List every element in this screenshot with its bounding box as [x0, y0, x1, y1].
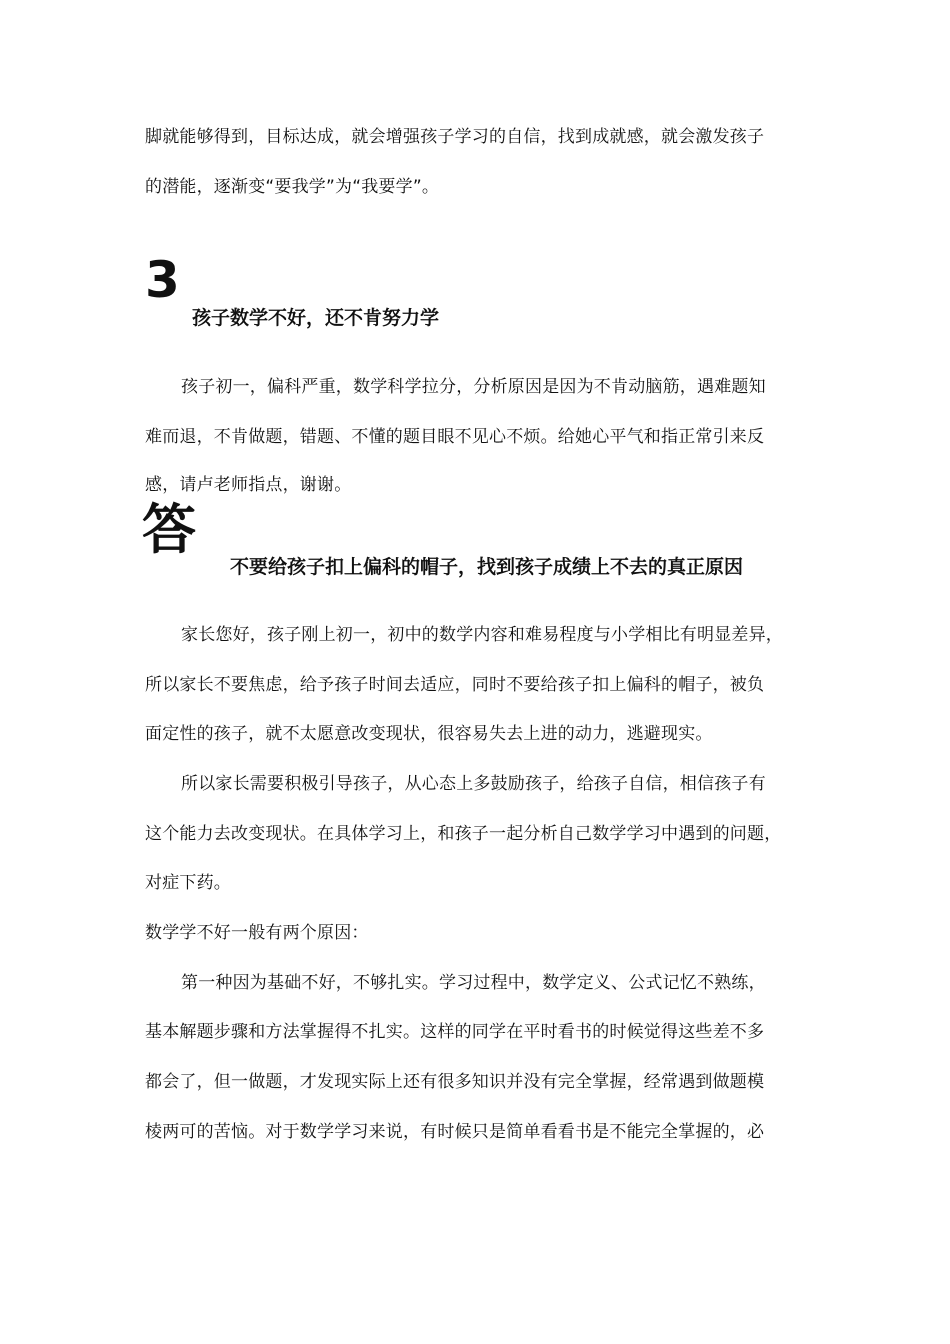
- question-line-1: 孩子初一，偏科严重，数学科学拉分，分析原因是因为不肯动脑筋，遇难题知: [181, 377, 766, 397]
- question-line-2: 难而退，不肯做题，错题、不懂的题目眼不见心不烦。给她心平气和指正常引来反: [145, 427, 765, 447]
- answer-para2-line-1: 所以家长需要积极引导孩子，从心态上多鼓励孩子，给孩子自信，相信孩子有: [181, 774, 766, 794]
- answer-title: 不要给孩子扣上偏科的帽子，找到孩子成绩上不去的真正原因: [230, 556, 744, 578]
- section-title: 孩子数学不好，还不肯努力学: [192, 307, 440, 329]
- answer-para1-line-2: 所以家长不要焦虑，给予孩子时间去适应，同时不要给孩子扣上偏科的帽子，被负: [145, 675, 765, 695]
- answer-para3-line-4: 棱两可的苦恼。对于数学学习来说，有时候只是简单看看书是不能完全掌握的，必: [145, 1122, 765, 1142]
- answer-marker: 答: [142, 498, 196, 561]
- answer-para2-line-2: 这个能力去改变现状。在具体学习上，和孩子一起分析自己数学学习中遇到的问题，: [145, 824, 782, 844]
- question-line-3: 感，请卢老师指点，谢谢。: [145, 475, 352, 495]
- answer-para3-line-3: 都会了，但一做题，才发现实际上还有很多知识并没有完全掌握，经常遇到做题模: [145, 1072, 765, 1092]
- intro-line-1: 脚就能够得到，目标达成，就会增强孩子学习的自信，找到成就感，就会激发孩子: [145, 127, 765, 147]
- reasons-heading: 数学学不好一般有两个原因：: [145, 923, 369, 943]
- answer-para3-line-1: 第一种因为基础不好，不够扎实。学习过程中，数学定义、公式记忆不熟练，: [181, 973, 766, 993]
- answer-para3-line-2: 基本解题步骤和方法掌握得不扎实。这样的同学在平时看书的时候觉得这些差不多: [145, 1022, 765, 1042]
- section-number: 3: [145, 251, 180, 309]
- answer-para1-line-3: 面定性的孩子，就不太愿意改变现状，很容易失去上进的动力，逃避现实。: [145, 724, 713, 744]
- answer-para1-line-1: 家长您好，孩子刚上初一，初中的数学内容和难易程度与小学相比有明显差异，: [181, 625, 783, 645]
- intro-line-2: 的潜能，逐渐变“要我学”为“我要学”。: [145, 177, 440, 197]
- answer-para2-line-3: 对症下药。: [145, 873, 231, 893]
